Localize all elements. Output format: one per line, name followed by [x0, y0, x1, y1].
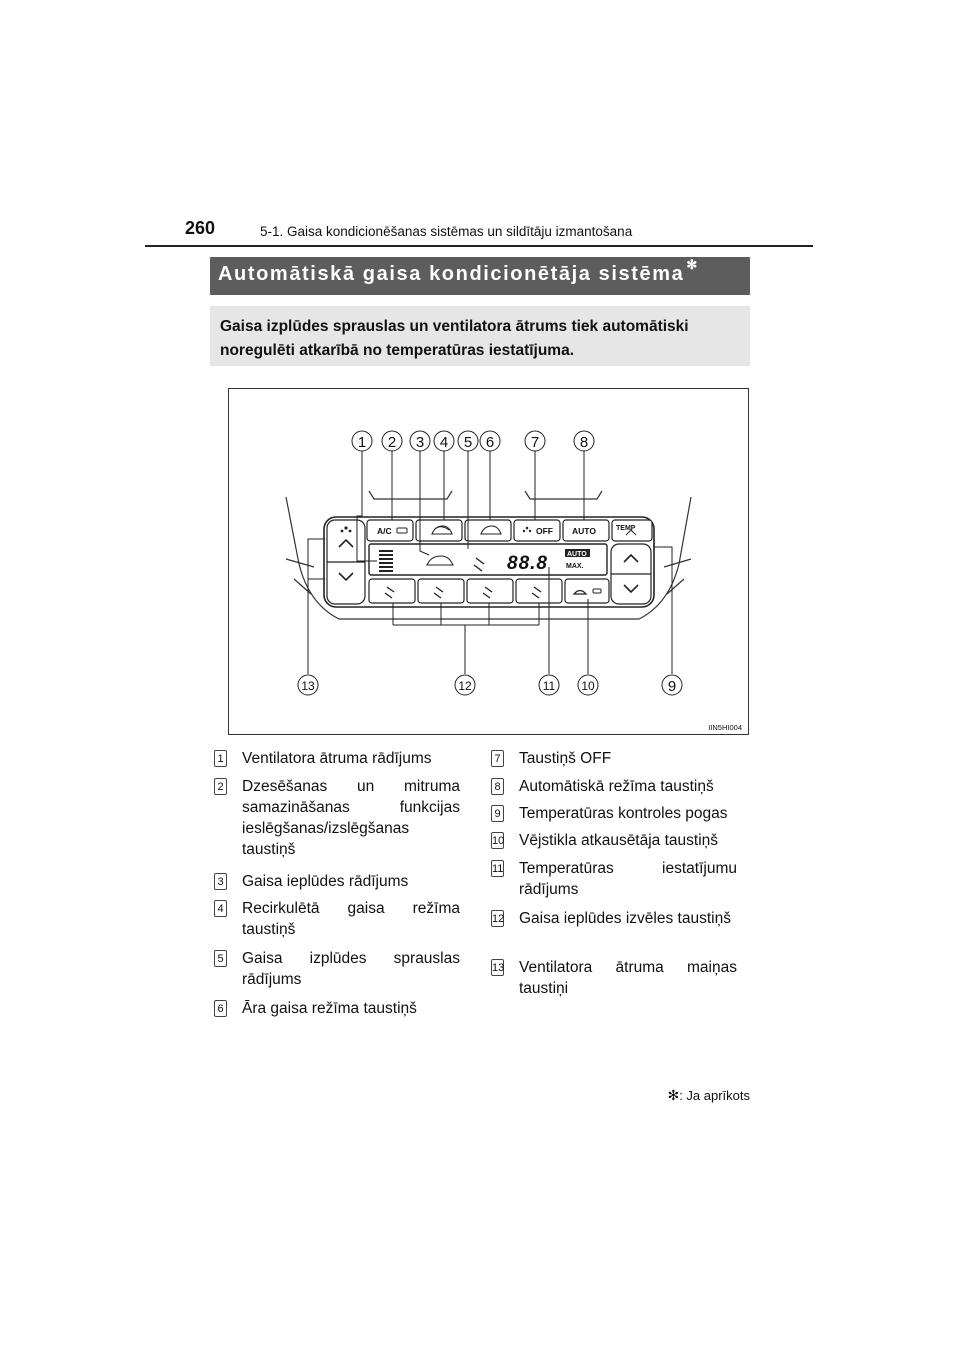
- intro-box: [210, 306, 750, 366]
- svg-text:11: 11: [542, 679, 556, 693]
- footnote-text: : Ja aprīkots: [679, 1088, 750, 1103]
- svg-text:4: 4: [439, 434, 449, 451]
- legend-text: Gaisa ieplūdes izvēles taustiņš: [519, 910, 731, 927]
- legend-number: 5: [214, 950, 227, 967]
- ac-button-label: A/C: [377, 526, 392, 536]
- callout-10: [578, 675, 598, 695]
- callout-12: [455, 675, 475, 695]
- legend-text: Vējstikla atkausētāja taustiņš: [519, 832, 719, 849]
- callout-1: [352, 431, 372, 451]
- legend-text: Dzesēšanas un mitruma samazināšanas funkcijas ieslēgšanas/izslēgšanas taustiņš: [242, 778, 460, 858]
- temp-label: TEMP: [616, 525, 636, 532]
- equipment-marker-icon: ✻: [667, 1087, 680, 1103]
- legend-text: Automātiskā režīma taustiņš: [519, 778, 714, 795]
- legend-text: Temperatūras iestatījumu rādījums: [519, 860, 737, 898]
- legend-text: Temperatūras kontroles pogas: [519, 805, 728, 822]
- legend-number: 4: [214, 900, 227, 917]
- legend-number: 7: [491, 750, 504, 767]
- legend-number: 10: [491, 832, 504, 849]
- figure-code: IIN5HI004: [708, 723, 742, 732]
- legend-number: 6: [214, 1000, 227, 1017]
- svg-text:7: 7: [530, 434, 540, 451]
- section-header: 5-1. Gaisa kondicionēšanas sistēmas un sildītāju izmantošana: [260, 224, 633, 239]
- control-panel-illustration: [229, 389, 750, 736]
- section-title-bar: [210, 257, 750, 295]
- legend-text: Ventilatora ātruma maiņas taustiņi: [519, 959, 737, 997]
- auto-button-label: AUTO: [572, 526, 596, 536]
- page-number: 260: [185, 218, 216, 238]
- legend-text: Gaisa izplūdes sprauslas rādījums: [242, 950, 460, 988]
- callout-7: [525, 431, 545, 451]
- display-temperature-digits: 88.8: [507, 553, 548, 574]
- svg-text:13: 13: [301, 679, 315, 693]
- legend-number: 13: [491, 959, 504, 976]
- svg-text:10: 10: [581, 679, 595, 693]
- legend-number: 8: [491, 778, 504, 795]
- section-title: [218, 257, 699, 286]
- legend-number: 12: [491, 910, 504, 927]
- legend-text: Gaisa ieplūdes rādījums: [242, 873, 409, 890]
- callout-13: [298, 675, 318, 695]
- callout-11: [539, 675, 559, 695]
- legend-number: 1: [214, 750, 227, 767]
- legend-number: 2: [214, 778, 227, 795]
- legend-text: Taustiņš OFF: [519, 750, 612, 767]
- display-max-indicator: MAX.: [566, 563, 584, 570]
- footnote: [667, 1087, 750, 1104]
- display-auto-indicator: AUTO: [567, 551, 587, 558]
- svg-text:12: 12: [458, 679, 472, 693]
- callout-2: [382, 431, 402, 451]
- callout-8: [574, 431, 594, 451]
- svg-text:3: 3: [415, 434, 425, 451]
- legend-number: 3: [214, 873, 227, 890]
- intro-text: Gaisa izplūdes sprauslas un ventilatora ātrums tiek automātiski noregulēti atkarībā no temperatūras iestatījuma.: [220, 318, 689, 359]
- legend-number: 11: [491, 860, 504, 877]
- callout-4: [434, 431, 454, 451]
- svg-text:1: 1: [357, 434, 367, 451]
- header-divider: [145, 245, 813, 247]
- svg-text:9: 9: [667, 678, 677, 695]
- equipment-marker-icon: ✻: [686, 257, 699, 272]
- legend-text: Recirkulētā gaisa režīma taustiņš: [242, 900, 460, 938]
- legend-text: Ventilatora ātruma rādījums: [242, 750, 432, 767]
- callout-3: [410, 431, 430, 451]
- svg-text:6: 6: [485, 434, 495, 451]
- svg-text:5: 5: [463, 434, 473, 451]
- section-title-text: Automātiskā gaisa kondicionētāja sistēma: [218, 263, 685, 285]
- legend-text: Āra gaisa režīma taustiņš: [242, 1000, 417, 1017]
- callout-5: [458, 431, 478, 451]
- legend-number: 9: [491, 805, 504, 822]
- off-button-label: OFF: [536, 526, 553, 536]
- callout-6: [480, 431, 500, 451]
- control-panel-figure: [228, 388, 749, 735]
- svg-text:2: 2: [387, 434, 397, 451]
- callout-9: [662, 675, 682, 695]
- svg-text:8: 8: [579, 434, 589, 451]
